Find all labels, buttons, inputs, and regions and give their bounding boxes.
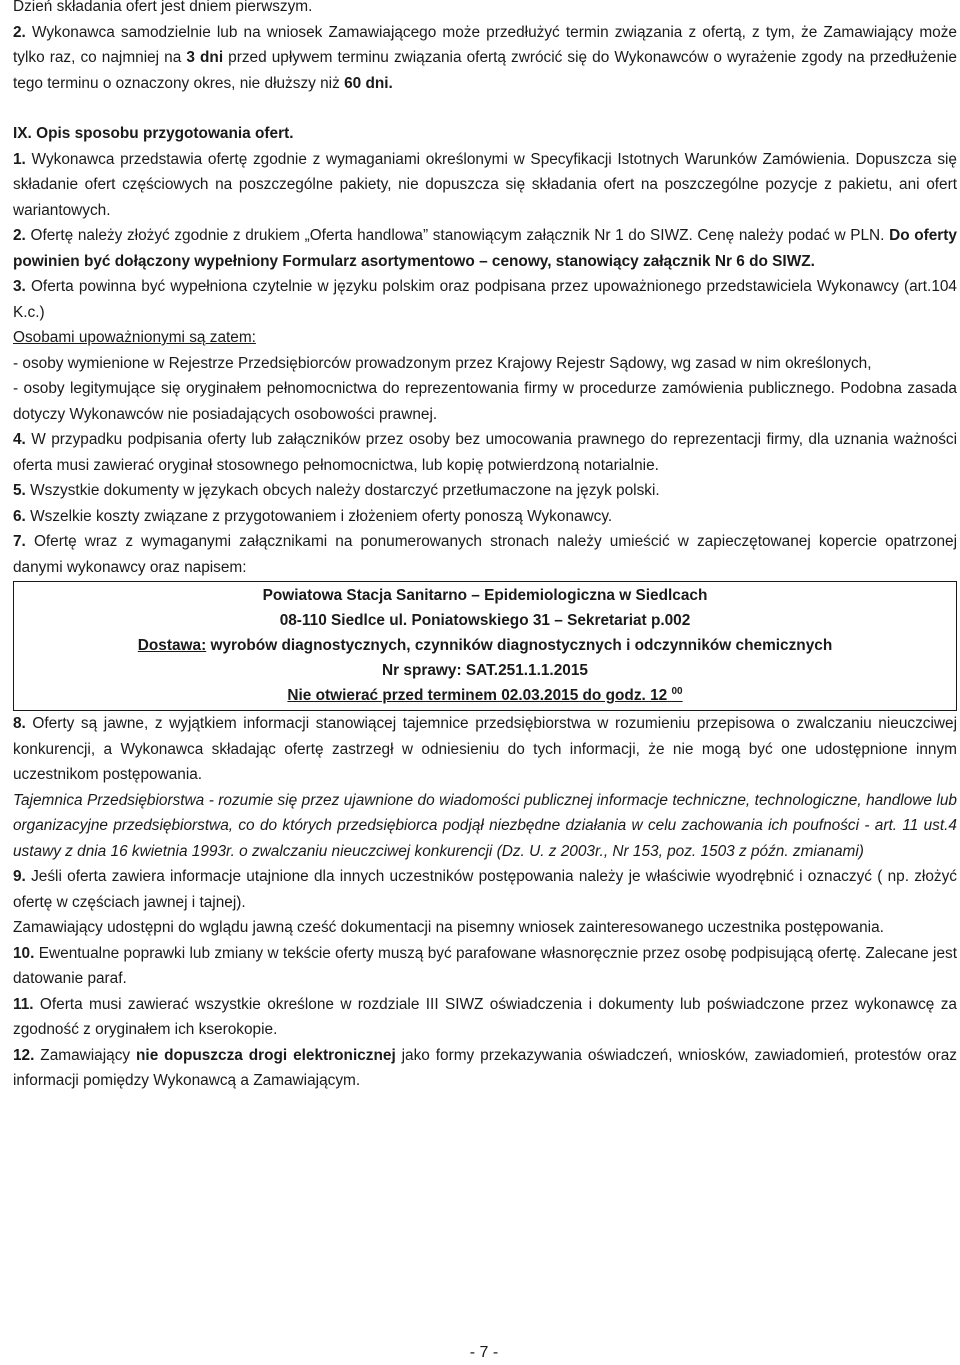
item-text: Oferty są jawne, z wyjątkiem informacji stanowiącej tajemnice przedsiębiorstwa w rozumieniu przepisowa o zwalczaniu nieuczciwej konkurencji, a Wykonawca składając ofertę zastrzegł w odniesieniu do tych informacji, że nie mogą być one udostępnione innym uczestnikom postępowania. bbox=[13, 715, 957, 783]
item-4 bbox=[13, 427, 957, 478]
item-1 bbox=[13, 147, 957, 224]
item-text: Ofertę wraz z wymaganymi załącznikami na ponumerowanych stronach należy umieścić w zapieczętowanej kopercie opatrzonej danymi wykonawcy oraz napisem: bbox=[13, 533, 957, 576]
paragraph-text: Wykonawca samodzielnie lub na wniosek Zamawiającego może przedłużyć termin związania z ofertą, z tym, że Zamawiający może tylko raz, co najmniej na bbox=[13, 23, 957, 66]
page-footer bbox=[0, 1343, 960, 1363]
box-line-1: Powiatowa Stacja Sanitarno – Epidemiologiczna w Siedlcach bbox=[262, 587, 708, 604]
paragraph-text: przed upływem terminu związania ofertą zwrócić się do Wykonawców o wyrażenie zgody na przedłużenie tego terminu o oznaczony okres, nie dłuższy niż bbox=[13, 49, 957, 92]
trade-secret-definition: Tajemnica Przedsiębiorstwa - rozumie się przez ujawnione do wiadomości publicznej informacje techniczne, technologiczne, handlowe lub organizacyjne przedsiębiorstwa, co do których przedsiębiorca podjął niezbędne działania w celu zachowania ich poufności - art. 11 ust.4 ustawy z dnia 16 kwietnia 1993r. o zwalczaniu nieuczciwej konkurencji (Dz. U. z 2003r., Nr 153, poz. 1503 z późn. zmianami) bbox=[13, 791, 957, 860]
box-line-3 bbox=[14, 633, 956, 658]
box-delivery-label: Dostawa: bbox=[137, 637, 207, 654]
item-text: Wszelkie koszty związane z przygotowaniem i złożeniem oferty ponoszą Wykonawcy. bbox=[25, 507, 613, 525]
item-number: 1. bbox=[13, 150, 26, 168]
item-number: 6. bbox=[13, 507, 26, 525]
item-text: Wykonawca przedstawia ofertę zgodnie z wymaganiami określonymi w Specyfikacji Istotnych Warunków Zamówienia. Dopuszcza się składanie ofert częściowych na poszczególne pakiety, nie dopuszcza się składania ofert na poszczególne pozycje z pakietu, ani ofert wariantowych. bbox=[13, 150, 957, 219]
underlined-text: Osobami upoważnionymi są zatem: bbox=[13, 329, 256, 346]
item-11 bbox=[13, 992, 957, 1043]
item-number: 7. bbox=[13, 533, 26, 550]
box-deadline-text: Nie otwierać przed terminem 02.03.2015 do godz. 12 bbox=[287, 687, 668, 704]
item-number: 5. bbox=[13, 482, 26, 499]
item-text: Wszystkie dokumenty w językach obcych należy dostarczyć przetłumaczone na język polski. bbox=[25, 482, 660, 499]
bold-phrase: Do oferty powinien być dołączony wypełniony Formularz asortymentowo – cenowy, stanowiący załącznik Nr 6 do SIWZ. bbox=[13, 227, 957, 270]
item-5 bbox=[13, 478, 957, 504]
bold-phrase: 3 dni bbox=[186, 49, 224, 66]
paragraph-2-extension bbox=[13, 20, 957, 97]
item-12 bbox=[13, 1043, 957, 1094]
item-9-extra: Zamawiający udostępni do wglądu jawną cześć dokumentacji na pisemny wniosek zainteresowanego uczestnika postępowania. bbox=[13, 919, 884, 936]
item-text: W przypadku podpisania oferty lub załączników przez osoby bez umocowania prawnego do reprezentacji firmy, dla uznania ważności oferta musi zawierać oryginał stosownego pełnomocnictwa, lub kopię potwierdzoną notarialnie. bbox=[13, 431, 957, 474]
dash-item-1: - osoby wymienione w Rejestrze Przedsiębiorców prowadzonym przez Krajowy Rejestr Sądowy, wg zasad w nim określonych, bbox=[13, 354, 872, 372]
item-text: Zamawiający bbox=[34, 1046, 137, 1064]
item-number: 2. bbox=[13, 227, 26, 244]
dash-item-2: - osoby legitymujące się oryginałem pełnomocnictwa do reprezentowania firmy w procedurze zamówienia publicznego. Podobna zasada dotyczy Wykonawców nie posiadających osobowości prawnej. bbox=[13, 380, 957, 423]
box-line-2: 08-110 Siedlce ul. Poniatowskiego 31 – Sekretariat p.002 bbox=[279, 612, 691, 629]
item-number: 11. bbox=[13, 995, 34, 1013]
item-number: 3. bbox=[13, 278, 26, 295]
item-3 bbox=[13, 274, 957, 325]
document-page bbox=[13, 0, 957, 1094]
box-line-4: Nr sprawy: SAT.251.1.1.2015 bbox=[382, 662, 588, 679]
item-text: Oferta powinna być wypełniona czytelnie w języku polskim oraz podpisana przez upoważnionego przedstawiciela Wykonawcy (art.104 K.c.) bbox=[13, 278, 957, 321]
section-heading: IX. Opis sposobu przygotowania ofert. bbox=[13, 125, 294, 142]
item-10 bbox=[13, 941, 957, 992]
top-line: Dzień składania ofert jest dniem pierwszym. bbox=[13, 0, 313, 15]
bold-phrase: nie dopuszcza drogi elektronicznej bbox=[136, 1046, 396, 1064]
item-number: 10. bbox=[13, 944, 35, 962]
item-8 bbox=[13, 711, 957, 788]
box-line-5 bbox=[14, 683, 956, 708]
item-6 bbox=[13, 504, 957, 530]
item-9 bbox=[13, 864, 957, 915]
bold-phrase: 60 dni. bbox=[344, 74, 393, 92]
item-text: Jeśli oferta zawiera informacje utajnione dla innych uczestników postępowania należy je właściwie wyodrębnić i oznaczyć ( np. złożyć ofertę w częściach jawnej i tajnej). bbox=[13, 868, 957, 911]
item-text: Oferta musi zawierać wszystkie określone w rozdziale III SIWZ oświadczenia i dokumenty lub poświadczone przez wykonawcę za zgodność z oryginałem ich kserokopie. bbox=[13, 995, 957, 1038]
page-number: - 7 - bbox=[469, 1344, 499, 1361]
box-delivery-text: wyrobów diagnostycznych, czynników diagnostycznych i odczynników chemicznych bbox=[206, 637, 833, 654]
item-number: 12. bbox=[13, 1046, 35, 1064]
item-number: 4. bbox=[13, 431, 26, 448]
item-text: Ofertę należy złożyć zgodnie z drukiem „Oferta handlowa” stanowiącym załącznik Nr 1 do SIWZ. Cenę należy podać w PLN. bbox=[25, 227, 890, 244]
envelope-label-box bbox=[13, 581, 957, 711]
paragraph-number: 2. bbox=[13, 23, 26, 41]
box-deadline-minutes: 00 bbox=[671, 685, 683, 697]
item-number: 9. bbox=[13, 868, 26, 885]
item-7 bbox=[13, 529, 957, 580]
item-number: 8. bbox=[13, 715, 26, 732]
item-text: jako formy przekazywania oświadczeń, wniosków, zawiadomień, protestów oraz informacji pomiędzy Wykonawcą a Zamawiającym. bbox=[13, 1046, 958, 1089]
item-text: Ewentualne poprawki lub zmiany w tekście oferty muszą być parafowane własnoręcznie przez osobę podpisującą ofertę. Zalecane jest datowanie paraf. bbox=[13, 944, 957, 987]
box-deadline bbox=[287, 687, 682, 704]
authorized-persons-heading bbox=[13, 325, 957, 351]
item-2 bbox=[13, 223, 957, 274]
